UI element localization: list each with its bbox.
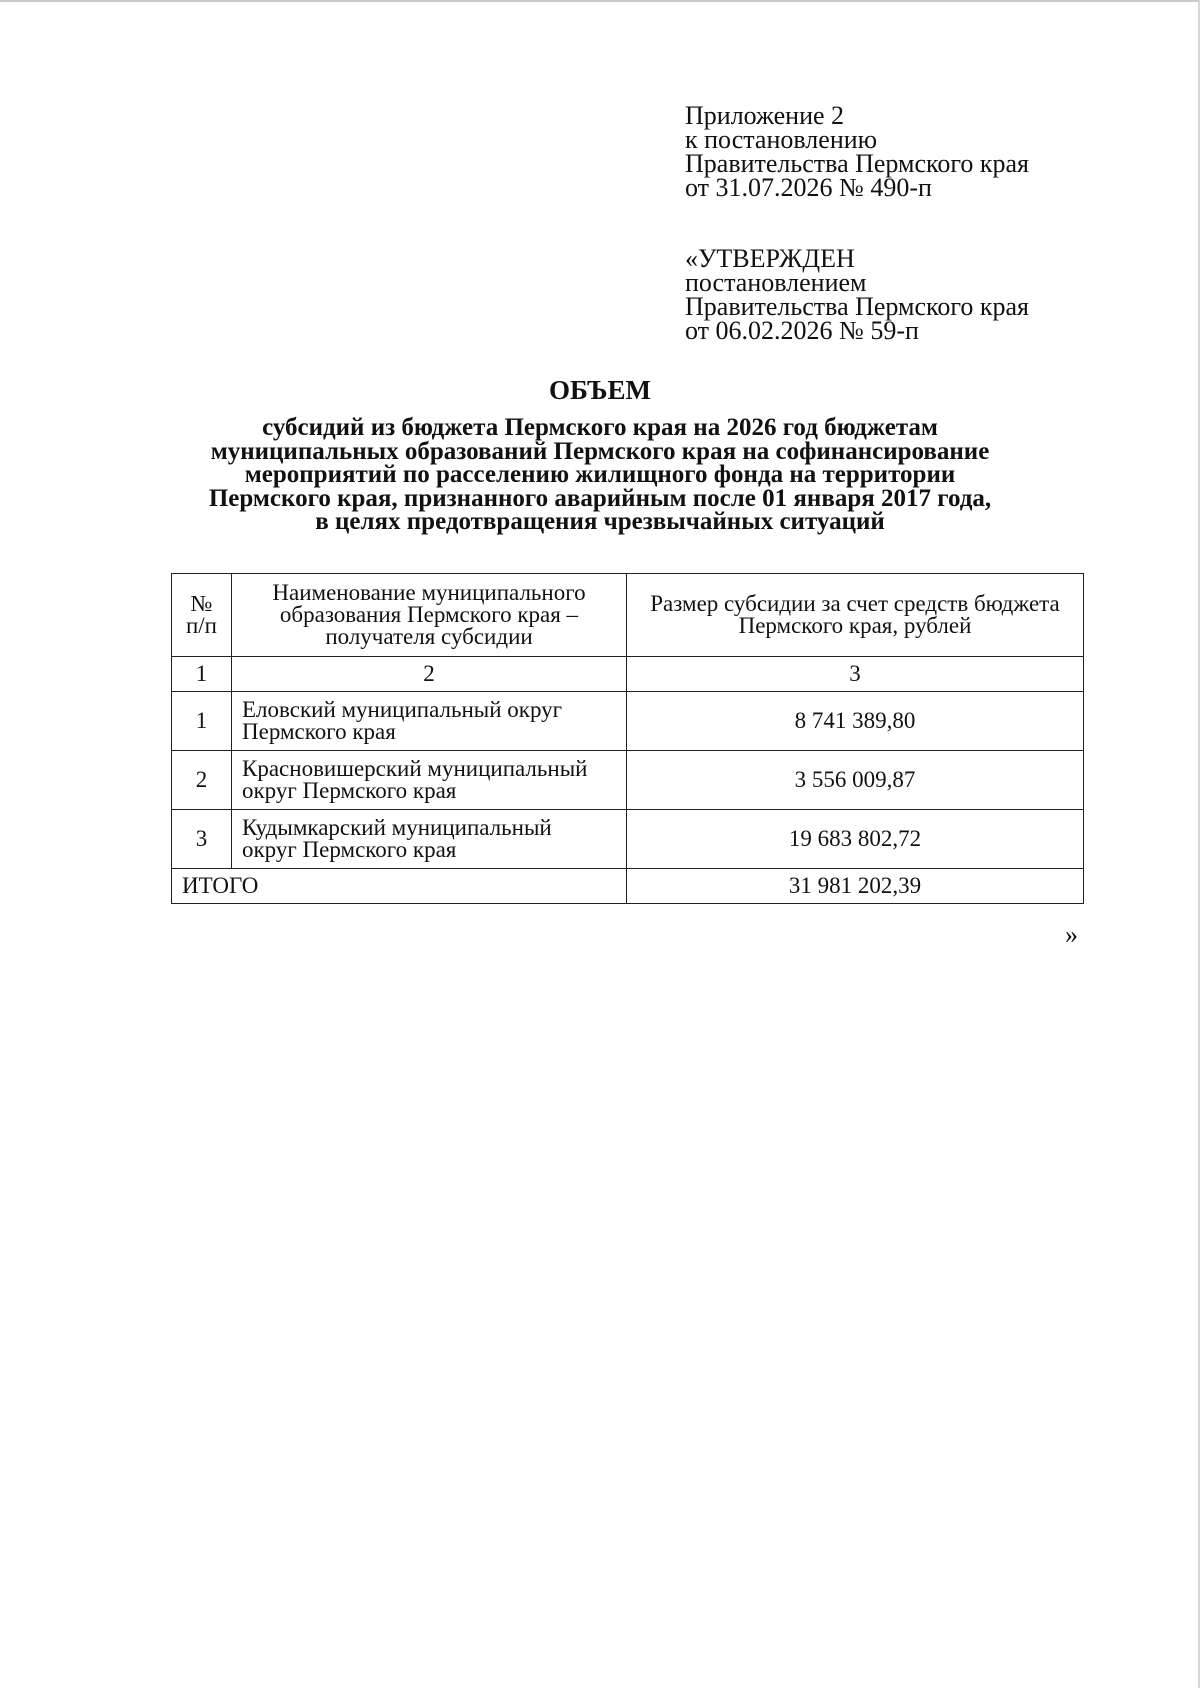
annex-line: от 31.07.2026 № 490-п	[685, 173, 932, 202]
approved-line: от 06.02.2026 № 59-п	[685, 316, 919, 345]
approval-stamp-block	[685, 244, 1029, 345]
row-name-line: Кудымкарский муниципальный	[242, 815, 552, 840]
subtitle-line: Пермского края, признанного аварийным после 01 января 2017 года,	[208, 484, 992, 512]
header-name-cell	[232, 574, 627, 657]
document-subtitle	[0, 416, 1200, 534]
row-name-cell	[232, 692, 627, 751]
row-amount-cell: 3 556 009,87	[627, 751, 1084, 810]
table-header-row	[172, 574, 1084, 657]
header-amount-cell	[627, 574, 1084, 657]
column-index-cell: 1	[172, 657, 232, 692]
annex-reference-block	[685, 101, 1029, 202]
total-amount: 31 981 202,39	[627, 869, 1084, 904]
subtitle-line: в целях предотвращения чрезвычайных ситуаций	[315, 508, 885, 535]
annex-line: Правительства Пермского края	[685, 149, 1029, 178]
row-amount-cell: 19 683 802,72	[627, 810, 1084, 869]
approved-line: Правительства Пермского края	[685, 292, 1029, 321]
row-name-cell	[232, 751, 627, 810]
column-index-cell: 2	[232, 657, 627, 692]
row-name-line: Красновишерский муниципальный	[242, 756, 588, 781]
row-name-line: Еловский муниципальный округ	[242, 697, 563, 722]
column-index-row	[172, 657, 1084, 692]
approved-line: «УТВЕРЖДЕН	[685, 244, 855, 273]
header-name-line: образования Пермского края –	[279, 602, 579, 627]
row-name-line: округ Пермского края	[242, 837, 457, 862]
total-row	[172, 869, 1084, 904]
row-name-cell	[232, 810, 627, 869]
header-num-cell	[172, 574, 232, 657]
column-index-cell: 3	[627, 657, 1084, 692]
row-num-cell: 1	[172, 692, 232, 751]
subsidy-table	[171, 573, 1084, 904]
header-num-line: п/п	[185, 613, 217, 638]
approved-line: постановлением	[685, 268, 867, 297]
subtitle-line: мероприятий по расселению жилищного фонда на территории	[244, 461, 956, 488]
header-name-line: получателя субсидии	[325, 624, 533, 649]
closing-quote-mark: »	[1065, 920, 1078, 949]
row-name-line: округ Пермского края	[242, 778, 457, 803]
row-num-cell: 3	[172, 810, 232, 869]
document-title: ОБЪЕМ	[549, 375, 651, 405]
header-amount-line: Размер субсидии за счет средств бюджета	[650, 591, 1060, 616]
scan-edge-top	[0, 0, 1200, 2]
row-num-cell: 2	[172, 751, 232, 810]
subtitle-line: субсидий из бюджета Пермского края на 2026 год бюджетам	[262, 414, 938, 441]
table-row	[172, 810, 1084, 869]
header-name-line: Наименование муниципального	[272, 580, 586, 605]
annex-line: к постановлению	[685, 125, 878, 154]
annex-line: Приложение 2	[685, 101, 845, 130]
row-name-line: Пермского края	[242, 719, 396, 744]
total-label: ИТОГО	[172, 869, 627, 904]
table-row	[172, 692, 1084, 751]
header-amount-line: Пермского края, рублей	[738, 613, 972, 638]
row-amount-cell: 8 741 389,80	[627, 692, 1084, 751]
header-num-line: №	[190, 591, 213, 616]
subtitle-line: муниципальных образований Пермского края на софинансирование	[210, 437, 990, 465]
table-row	[172, 751, 1084, 810]
